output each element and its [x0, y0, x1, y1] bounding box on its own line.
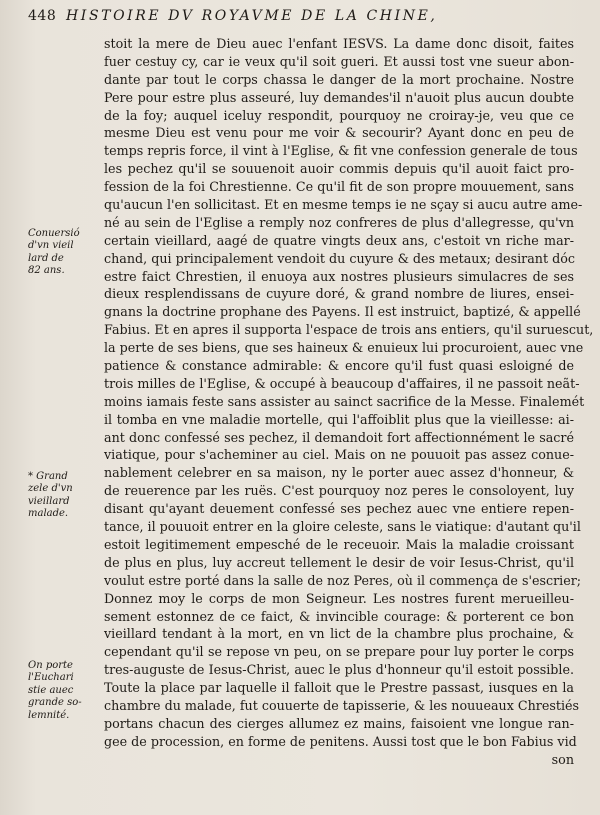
text-line: voulut estre porté dans la salle de noz Peres, où il commença de s'escrier; [104, 572, 582, 588]
page-header [28, 8, 558, 28]
text-line: Fabius. Et en apres il supporta l'espace de trois ans entiers, qu'il suruescut, [104, 322, 594, 338]
running-title: HISTOIRE DV ROYAVME DE LA CHINE, [66, 8, 438, 24]
text-line: estoit legitimement empesché de le receuoir. Mais la maladie croissant [104, 536, 574, 552]
text-line: temps repris force, il vint à l'Eglise, & fit vne confession generale de tous [104, 143, 578, 159]
text-line: portans chacun des cierges allumez ez mains, faisoient vne longue ran- [104, 715, 574, 731]
margin-note-line: 82 ans. [28, 265, 65, 277]
text-line: patience & constance admirable: & encore qu'il fust quasi esloigné de [104, 358, 574, 374]
margin-note-line: vieillard [28, 495, 70, 507]
margin-note-conversion [28, 228, 98, 278]
text-line: Toute la place par laquelle il falloit que le Prestre passast, iusques en la [104, 680, 574, 696]
text-line: dieux resplendissans de cuyure doré, & grand nombre de liures, ensei- [104, 286, 574, 302]
text-line: cependant qu'il se repose vn peu, on se prepare pour luy porter le corps [104, 644, 574, 660]
margin-note-eucharist [28, 660, 98, 722]
text-line: son [551, 751, 574, 767]
margin-note-line: d'vn vieil [28, 240, 74, 252]
page-number: 448 [28, 8, 57, 24]
text-line: Pere pour estre plus asseuré, luy demandes'il n'auoit plus aucun doubte [104, 89, 574, 105]
text-line: tance, il pouuoit entrer en la gloire celeste, sans le viatique: d'autant qu'il [104, 519, 581, 535]
text-line: il tomba en vne maladie mortelle, qui l'affoiblit plus que la vieillesse: ai- [104, 411, 574, 427]
text-line: dante par tout le corps chassa le danger de la mort prochaine. Nostre [104, 71, 574, 87]
text-line: chand, qui principalement vendoit du cuyure & des metaux; desirant dóc [104, 250, 575, 266]
margin-note-line: * Grand [28, 471, 68, 482]
text-line: la perte de ses biens, que ses haineux & enuieux lui procuroient, auec vne [104, 340, 584, 356]
margin-note-line: grande so- [28, 697, 82, 709]
margin-note-line: malade. [28, 508, 69, 520]
margin-note-line: lard de [28, 252, 64, 264]
text-line: Donnez moy le corps de mon Seigneur. Les nostres furent merueilleu- [104, 590, 574, 606]
text-line: mesme Dieu est venu pour me voir & secourir? Ayant donc en peu de [104, 125, 574, 141]
text-line: de reuerence par les ruës. C'est pourquoy noz peres le consoloyent, luy [104, 483, 574, 499]
margin-note-line: l'Euchari [28, 672, 74, 684]
text-line: moins iamais feste sans assister au sainct sacrifice de la Messe. Finalemét [104, 393, 585, 409]
margin-note-zeal [28, 471, 98, 521]
text-line: stoit la mere de Dieu auec l'enfant IESVS. La dame donc disoit, faites [104, 36, 574, 51]
text-line: tres-auguste de Iesus-Christ, auec le plus d'honneur qu'il estoit possible. [104, 662, 574, 678]
text-line: disant qu'ayant deuement confessé ses pechez auec vne entiere repen- [104, 501, 574, 517]
text-line: fession de la foi Chrestienne. Ce qu'il fit de son propre mouuement, sans [104, 179, 574, 195]
margin-note-line: lemnité. [28, 709, 70, 721]
text-line: certain vieillard, aagé de quatre vingts deux ans, c'estoit vn riche mar- [104, 232, 574, 248]
text-line: ant donc confessé ses pechez, il demandoit fort affectionnément le sacré [104, 429, 574, 445]
text-line: de la foy; auquel iceluy respondit, pourquoy ne croiray-je, veu que ce [104, 107, 574, 123]
text-line: gnans la doctrine prophane des Payens. Il est instruict, baptizé, & appellé [104, 304, 581, 320]
text-line: trois milles de l'Eglise, & occupé à beaucoup d'affaires, il ne passoit neãt- [104, 375, 580, 391]
text-line: viatique, pour s'acheminer au ciel. Mais on ne pouuoit pas assez conue- [104, 447, 574, 463]
text-line: qu'aucun l'en sollicitast. Et en mesme temps ie ne sçay si aucu autre ame- [104, 197, 583, 213]
margin-note-line: Conuersió [28, 228, 80, 239]
text-line: les pechez qu'il se souuenoit auoir commis depuis qu'il auoit faict pro- [104, 161, 574, 177]
text-line: vieillard tendant à la mort, en vn lict de la chambre plus prochaine, & [104, 626, 574, 642]
body-text [104, 35, 594, 769]
text-line: né au sein de l'Eglise a remply noz confreres de plus d'allegresse, qu'vn [104, 214, 574, 230]
text-line: de plus en plus, luy accreut tellement le desir de voir Iesus-Christ, qu'il [104, 554, 574, 570]
text-line: gee de procession, en forme de penitens. Aussi tost que le bon Fabius vid [104, 733, 577, 749]
text-line: sement estonnez de ce faict, & invincible courage: & porterent ce bon [104, 608, 574, 624]
text-line: nablement celebrer en sa maison, ny le porter auec assez d'honneur, & [104, 465, 574, 481]
text-line: estre faict Chrestien, il enuoya aux nostres plusieurs simulacres de ses [104, 268, 574, 284]
margin-note-line: stie auec [28, 684, 74, 696]
text-line: fuer cestuy cy, car ie veux qu'il soit gueri. Et aussi tost vne sueur abon- [104, 53, 574, 69]
margin-note-line: On porte [28, 660, 73, 671]
text-line: chambre du malade, fut couuerte de tapisserie, & les nouueaux Chrestiés [104, 697, 580, 713]
margin-note-line: zele d'vn [28, 483, 73, 495]
